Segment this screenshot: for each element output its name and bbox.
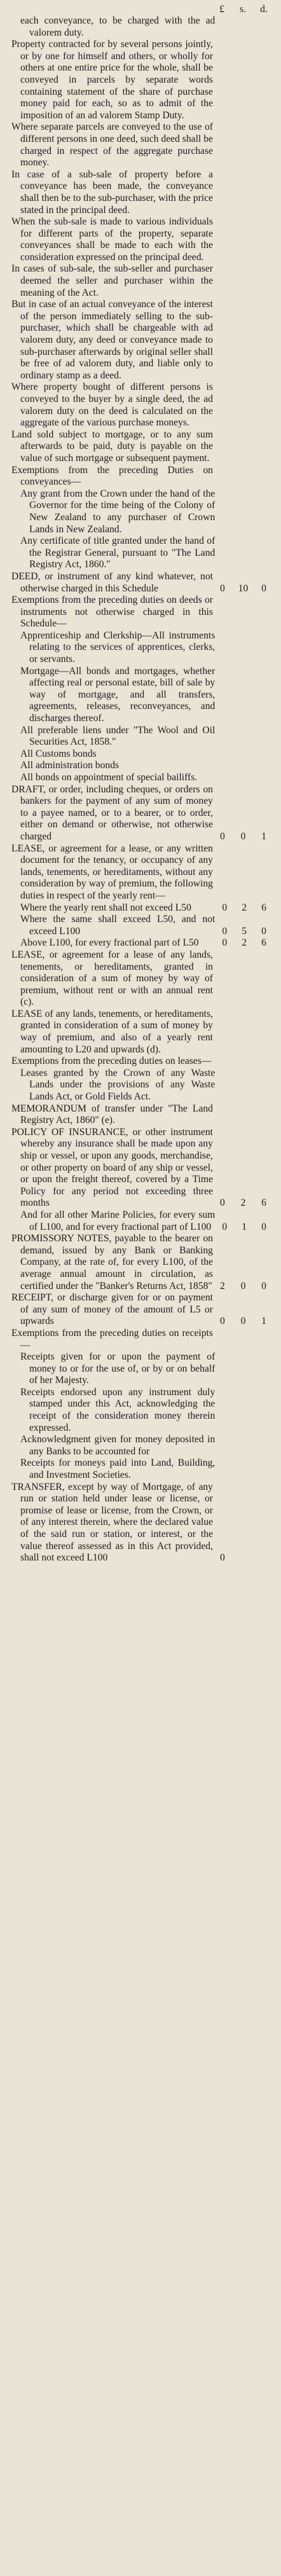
entry-text: When the sub-sale is made to various individuals for different parts of the property, separate conveyances shall be made to each with the consideration expressed on the principal deed. bbox=[11, 216, 213, 263]
schedule-entry bbox=[11, 15, 275, 39]
entry-amount bbox=[213, 1281, 275, 1293]
amount-pounds: 0 bbox=[220, 582, 225, 594]
schedule-entry bbox=[11, 1009, 275, 1056]
amount-pounds: 0 bbox=[222, 937, 228, 949]
entry-text: Acknowledgment given for money deposited in any Banks to be accounted for bbox=[20, 1434, 216, 1457]
amount-shillings: 1 bbox=[242, 1221, 247, 1232]
schedule-entry bbox=[11, 760, 275, 772]
schedule-entry bbox=[11, 429, 275, 465]
entry-text: MEMORANDUM of transfer under "The Land Registry Act, 1860" (e). bbox=[11, 1103, 213, 1126]
entry-text: And for all other Marine Policies, for every sum of L100, and for every fractional part of L100 bbox=[20, 1209, 216, 1232]
entry-amount bbox=[213, 1552, 275, 1564]
schedule-entry bbox=[11, 1292, 275, 1328]
schedule-entry bbox=[11, 1482, 275, 1564]
amount-shillings: 0 bbox=[240, 1280, 246, 1291]
entry-amount bbox=[215, 937, 275, 949]
entry-text: All bonds on appointment of special bailiffs. bbox=[20, 772, 198, 783]
entry-text: POLICY OF INSURANCE, or other instrument whereby any insurance shall be made upon any ship or vessel, or upon any goods, merchandise, or other property on board of any ship or vessel, or upon the freight thereof, covered by a Time Policy for any period not exceeding three months bbox=[11, 1126, 213, 1209]
entry-text: LEASE, or agreement for a lease of any lands, tenements, or hereditaments, granted in consideration of a sum of money by way of premium, without rent or with an annual rent (c). bbox=[11, 949, 213, 1008]
entry-text: Any certificate of title granted under the hand of the Registrar General, pursuant to "The Land Registry Act, 1860." bbox=[20, 535, 216, 570]
schedule-entry bbox=[11, 937, 275, 949]
pence-header: d. bbox=[260, 4, 268, 15]
entry-text: All administration bonds bbox=[20, 760, 120, 771]
schedule-entry bbox=[11, 1209, 275, 1233]
schedule-entry bbox=[11, 1328, 275, 1351]
amount-pence: 0 bbox=[261, 925, 266, 937]
entry-text: Above L100, for every fractional part of L50 bbox=[20, 937, 199, 949]
schedule-entry bbox=[11, 902, 275, 914]
entry-text: each conveyance, to be charged with the ad valorem duty. bbox=[20, 15, 216, 38]
entry-text: Exemptions from the preceding duties on deeds or instruments not otherwise charged in this Schedule— bbox=[11, 595, 213, 630]
schedule-entry bbox=[11, 263, 275, 299]
schedule-entry bbox=[11, 595, 275, 630]
schedule-entry bbox=[11, 1233, 275, 1292]
schedule-entry bbox=[11, 666, 275, 725]
schedule-entries bbox=[11, 15, 275, 1564]
entry-text: LEASE, or agreement for a lease, or any written document for the tenancy, or occupancy of any lands, tenements, or hereditaments, without any consideration by way of premium, the following duties in respect of the yearly rent— bbox=[11, 843, 213, 901]
schedule-entry bbox=[11, 535, 275, 571]
amount-pounds: 0 bbox=[220, 1197, 225, 1209]
schedule-entry bbox=[11, 1103, 275, 1127]
amount-pence: 6 bbox=[261, 902, 266, 913]
entry-amount bbox=[215, 926, 275, 938]
schedule-entry bbox=[11, 216, 275, 263]
amount-shillings: 2 bbox=[242, 902, 247, 913]
schedule-entry bbox=[11, 725, 275, 748]
amount-pence: 0 bbox=[261, 1280, 266, 1291]
entry-text: Receipts given for or upon the payment of money to or for the use of, or by or on behalf of her Majesty. bbox=[20, 1351, 216, 1386]
entry-text: Where separate parcels are conveyed to the use of different persons in one deed, such deed shall be charged in respect of the aggregate purchase money. bbox=[11, 121, 213, 169]
entry-text: Any grant from the Crown under the hand of the Governor for the time being of the Colony of New Zealand to any purchaser of Crown Lands in New Zealand. bbox=[20, 488, 216, 535]
entry-text: RECEIPT, or discharge given for or on payment of any sum of money of the amount of L5 or upwards bbox=[11, 1292, 213, 1327]
entry-text: All preferable liens under "The Wool and Oil Securities Act, 1858." bbox=[20, 724, 216, 748]
entry-amount bbox=[213, 1316, 275, 1328]
amount-pence: 0 bbox=[261, 582, 266, 594]
schedule-entry bbox=[11, 1351, 275, 1387]
entry-text: DEED, or instrument of any kind whatever, not otherwise charged in this Schedule bbox=[11, 570, 213, 594]
amount-shillings: 2 bbox=[240, 1197, 246, 1209]
schedule-entry bbox=[11, 914, 275, 937]
entry-text: In case of a sub-sale of property before a conveyance has been made, the conveyance shall then be to the sub-purchaser, with the price stated in the principal deed. bbox=[11, 169, 213, 216]
amount-pounds: 0 bbox=[220, 1552, 225, 1564]
schedule-entry bbox=[11, 121, 275, 169]
entry-text: PROMISSORY NOTES, payable to the bearer on demand, issued by any Bank or Banking Company, at the rate of, for every L100, of the average annual amount in circulation, as certified under the "Banker's Returns Act, 1858" bbox=[11, 1233, 213, 1291]
amount-pounds: 0 bbox=[222, 925, 228, 937]
entry-text: Exemptions from the preceding duties on leases— bbox=[11, 1056, 212, 1067]
schedule-entry bbox=[11, 784, 275, 843]
entry-amount bbox=[215, 902, 275, 914]
entry-text: Exemptions from the preceding Duties on conveyances— bbox=[11, 464, 213, 488]
schedule-entry bbox=[11, 1387, 275, 1434]
schedule-entry bbox=[11, 1068, 275, 1103]
pound-header: £ bbox=[219, 4, 224, 15]
entry-text: Exemptions from the preceding duties on receipts— bbox=[11, 1327, 213, 1351]
entry-text: Apprenticeship and Clerkship—All instruments relating to the services of apprentices, clerks, or servants. bbox=[20, 630, 216, 665]
amount-pence: 1 bbox=[261, 1316, 266, 1327]
entry-text: LEASE of any lands, tenements, or hereditaments, granted in consideration of a sum of money by way of premium, and also of a yearly rent amounting to L20 and upwards (d). bbox=[11, 1008, 213, 1055]
entry-text: TRANSFER, except by way of Mortgage, of any run or station held under lease or license, or promise of lease or license, from the Crown, or of any interest therein, where the declared value of the said run or station, or interest, or the value thereof assessed as in this Act provided, shall not exceed L100 bbox=[11, 1481, 213, 1564]
schedule-entry bbox=[11, 630, 275, 666]
entry-text: Mortgage—All bonds and mortgages, whether affecting real or personal estate, bill of sale by way of mortgage, and all transfers, agreements, releases, reconveyances, and discharges thereof. bbox=[20, 665, 216, 724]
amount-shillings bbox=[233, 1552, 252, 1564]
entry-text: Land sold subject to mortgage, or to any sum afterwards to be paid, duty is payable on the value of such mortgage or subsequent payment. bbox=[11, 429, 213, 464]
amount-pounds: 2 bbox=[220, 1280, 225, 1291]
amount-pence: 0 bbox=[261, 1221, 266, 1232]
entry-text: DRAFT, or order, including cheques, or orders on bankers for the payment of any sum of money to a payee named, or to a bearer, or to order, either on demand or otherwise, not otherwise charged bbox=[11, 783, 213, 842]
amount-pence: 6 bbox=[261, 1197, 266, 1209]
entry-amount bbox=[215, 1222, 275, 1234]
money-column-header bbox=[11, 4, 275, 15]
schedule-entry bbox=[11, 1457, 275, 1481]
schedule-entry bbox=[11, 382, 275, 429]
schedule-entry bbox=[11, 299, 275, 382]
schedule-entry bbox=[11, 39, 275, 121]
schedule-entry bbox=[11, 748, 275, 761]
schedule-entry bbox=[11, 169, 275, 216]
schedule-entry bbox=[11, 949, 275, 1009]
entry-text: All Customs bonds bbox=[20, 748, 97, 759]
entry-text: Property contracted for by several persons jointly, or by one for himself and others, or wholly for others at one entire price for the whole, shall be conveyed in parcels by separate words containing statement of the share of purchase money paid for each, so as to admit of the imposition of an ad valorem Stamp Duty. bbox=[11, 39, 213, 121]
entry-amount bbox=[213, 831, 275, 843]
amount-shillings: 2 bbox=[242, 937, 247, 949]
schedule-entry bbox=[11, 1127, 275, 1209]
amount-pence: 1 bbox=[261, 830, 266, 842]
amount-pounds: 0 bbox=[222, 902, 228, 913]
amount-pence: 6 bbox=[261, 937, 266, 949]
amount-shillings: 5 bbox=[242, 925, 247, 937]
amount-shillings: 10 bbox=[238, 582, 249, 594]
entry-text: Where the same shall exceed L50, and not exceed L100 bbox=[20, 914, 216, 937]
entry-text: But in case of an actual conveyance of the interest of the person immediately selling to the sub-purchaser, which shall be chargeable with ad valorem duty, any deed or conveyance made to sub-purchaser afterwards by original seller shall be free of ad valorem duty, and liable only to ordinary stamp as a deed. bbox=[11, 299, 213, 381]
amount-pence bbox=[254, 1552, 273, 1564]
entry-amount bbox=[213, 1197, 275, 1209]
amount-pounds: 0 bbox=[220, 830, 225, 842]
schedule-entry bbox=[11, 571, 275, 595]
amount-pounds: 0 bbox=[222, 1221, 228, 1232]
entry-text: Where property bought of different persons is conveyed to the buyer by a single deed, the ad valorem duty on the deed is calculated on the aggregate of the various purchase moneys. bbox=[11, 382, 213, 429]
amount-shillings: 0 bbox=[240, 830, 246, 842]
shilling-header: s. bbox=[240, 4, 246, 15]
schedule-entry bbox=[11, 1056, 275, 1068]
entry-text: Receipts endorsed upon any instrument duly stamped under this Act, acknowledging the receipt of the consideration money therein expressed. bbox=[20, 1386, 216, 1433]
schedule-entry bbox=[11, 843, 275, 902]
entry-text: Leases granted by the Crown of any Waste Lands under the provisions of any Waste Lands Act, or Gold Fields Act. bbox=[20, 1067, 216, 1103]
entry-text: Receipts for moneys paid into Land, Building, and Investment Societies. bbox=[20, 1457, 216, 1481]
schedule-entry bbox=[11, 1434, 275, 1457]
entry-amount bbox=[213, 583, 275, 595]
schedule-entry bbox=[11, 772, 275, 784]
entry-text: Where the yearly rent shall not exceed L50 bbox=[20, 902, 191, 913]
schedule-entry bbox=[11, 465, 275, 488]
amount-shillings: 0 bbox=[240, 1316, 246, 1327]
schedule-entry bbox=[11, 488, 275, 535]
amount-pounds: 0 bbox=[220, 1316, 225, 1327]
entry-text: In cases of sub-sale, the sub-seller and purchaser deemed the seller and purchaser within the meaning of the Act. bbox=[11, 263, 213, 298]
